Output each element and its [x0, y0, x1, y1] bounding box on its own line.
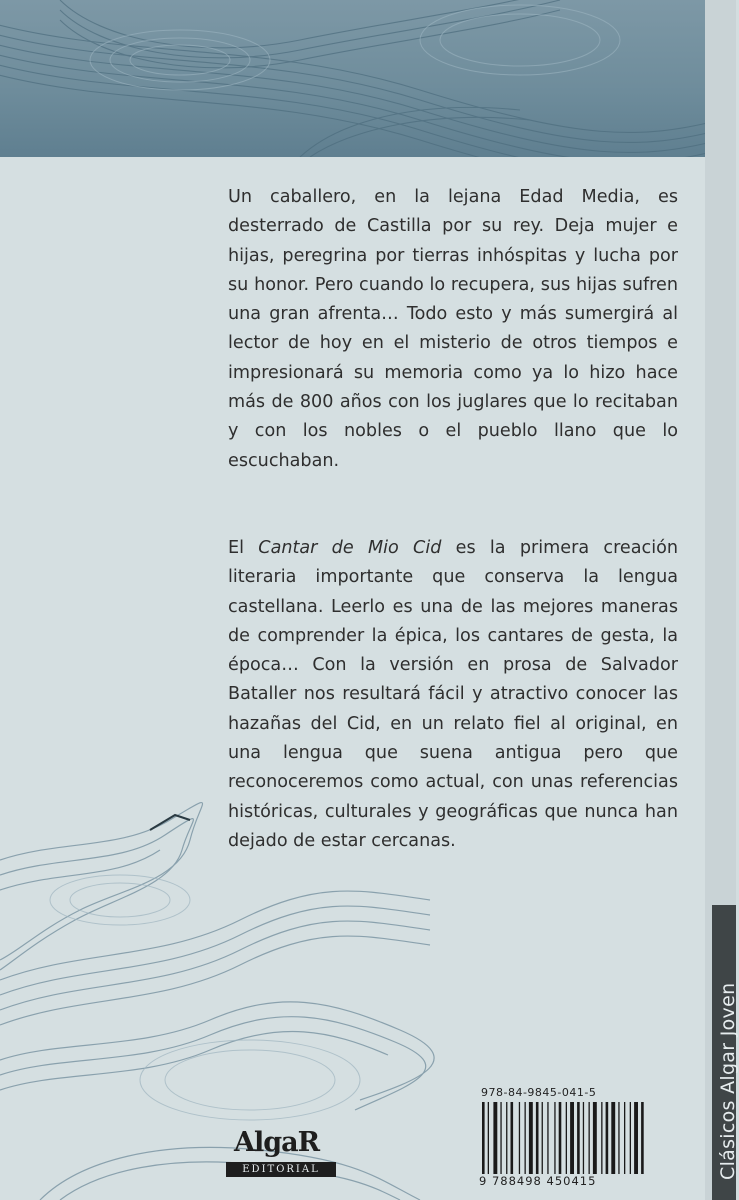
- barcode-bar: [589, 1102, 590, 1174]
- synopsis-paragraph-2: [228, 534, 678, 856]
- barcode-bar: [618, 1102, 619, 1174]
- barcode-bar: [536, 1102, 539, 1174]
- logo-word: AlgaR: [234, 1127, 320, 1158]
- spine-collection-label: Clásicos Algar Joven: [717, 982, 739, 1180]
- barcode-digits: 9 788498 450415: [479, 1174, 597, 1188]
- barcode-bar: [500, 1102, 501, 1174]
- barcode-bar: [570, 1102, 574, 1174]
- barcode-bar: [525, 1102, 526, 1174]
- barcode-bar: [506, 1102, 507, 1174]
- fingerprint-engraving-top: [0, 0, 705, 157]
- paragraph-body: es la primera creación literaria importante que conserva la lengua castellana. Leerlo es una de las mejores maneras de comprender la épica, los cantares de gesta, la época… Con la versión en prosa de Salvador Bataller nos resultará fácil y atractivo conocer las hazañas del Cid, en un relato fiel al original, en una lengua que suena antigua pero que reconoceremos como actual, con unas referencias históricas, culturales y geográficas que nunca han dejado de estar cercanas.: [228, 538, 678, 851]
- barcode-bar: [559, 1102, 562, 1174]
- barcode-bar: [611, 1102, 615, 1174]
- barcode-bar: [488, 1102, 489, 1174]
- paragraph-lead: El: [228, 538, 259, 558]
- barcode-bar: [511, 1102, 514, 1174]
- barcode-bar: [634, 1102, 638, 1174]
- barcode-bar: [624, 1102, 625, 1174]
- barcode-bar: [593, 1102, 597, 1174]
- barcode-bar: [542, 1102, 543, 1174]
- barcode-bar: [482, 1102, 485, 1174]
- barcode-bar: [641, 1102, 644, 1174]
- barcode-bar: [519, 1102, 520, 1174]
- barcode-bar: [554, 1102, 555, 1174]
- paragraph-text: Un caballero, en la lejana Edad Media, es desterrado de Castilla por su rey. Deja mujer e hijas, peregrina por tierras inhóspitas y lucha por su honor. Pero cuando lo recupera, sus hijas sufren una gran afrenta… Todo esto y más sumergirá al lector de hoy en el misterio de otros tiempos e impresionará su memoria como ya lo hizo hace más de 800 años con los juglares que lo recitaban y con los nobles o el pueblo llano que lo escuchaban.: [228, 187, 678, 471]
- barcode-bar: [529, 1102, 533, 1174]
- barcode-bar: [583, 1102, 584, 1174]
- top-engraving-band: [0, 0, 705, 157]
- barcode-bar: [493, 1102, 497, 1174]
- barcode-bar: [577, 1102, 580, 1174]
- synopsis-paragraph-1: [228, 183, 678, 476]
- barcode-bar: [566, 1102, 567, 1174]
- book-title: Cantar de Mio Cid: [258, 538, 442, 558]
- paragraph-text: [228, 534, 678, 856]
- barcode-bar: [606, 1102, 609, 1174]
- isbn-label: 978-84-9845-041-5: [481, 1086, 597, 1099]
- barcode-bar: [547, 1102, 548, 1174]
- publisher-logo: [222, 1127, 342, 1183]
- barcode-bar: [601, 1102, 602, 1174]
- barcode-bar: [630, 1102, 631, 1174]
- logo-bar: EDITORIAL: [226, 1162, 336, 1177]
